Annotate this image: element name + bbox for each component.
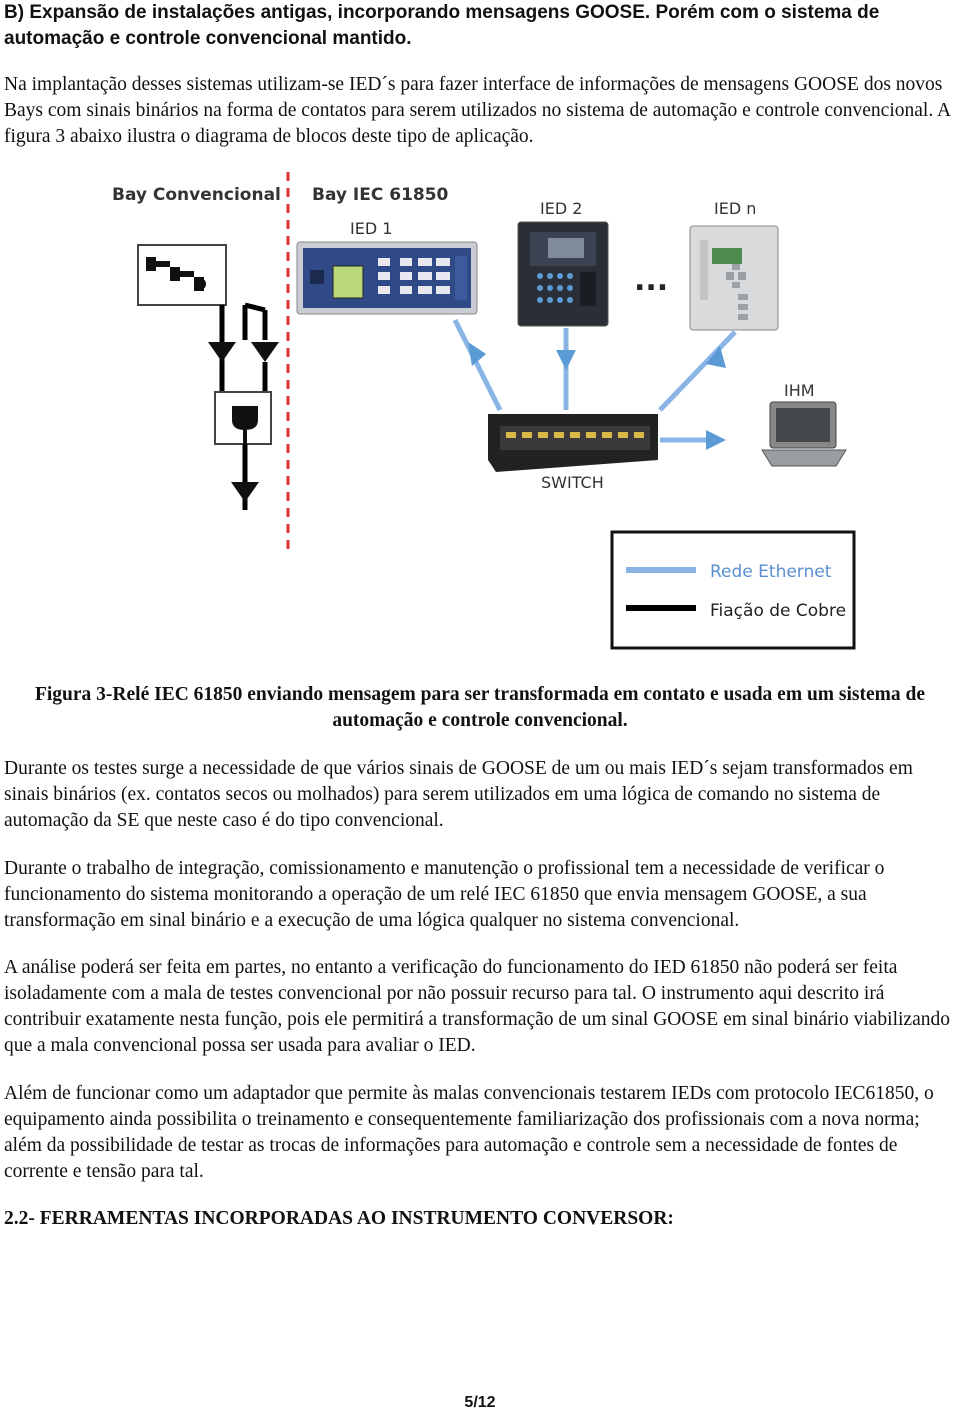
legend-copper-label: Fiação de Cobre xyxy=(710,601,847,621)
iedn-label: IED n xyxy=(714,199,757,218)
bay-iec-label: Bay IEC 61850 xyxy=(312,185,449,205)
section-title: 2.2- FERRAMENTAS INCORPORADAS AO INSTRUMENTO CONVERSOR: xyxy=(4,1208,674,1229)
more-ieds-ellipsis: ... xyxy=(634,263,669,298)
bay-conventional-label: Bay Convencional xyxy=(112,185,281,205)
switch-label: SWITCH xyxy=(541,473,604,492)
network-switch-image xyxy=(488,414,658,472)
conventional-switch-symbol xyxy=(138,245,226,305)
paragraph-2: Durante o trabalho de integração, comissionamento e manutenção o profissional tem a necessidade de verificar o funcionamento do sistema monitorando a operação de um relé IEC 61850 que envia mensagem GOOSE, a sua transformação em sinal binário e a execução de uma lógica qualquer no sistema convencional. xyxy=(4,858,885,931)
paragraph-1: Durante os testes surge a necessidade de que vários sinais de GOOSE de um ou mais IED´s sejam transformados em sinais binários (ex. contatos secos ou molhados) para serem utilizados em uma lógica de comando no sistema de automação da SE que neste caso é do tipo convencional. xyxy=(4,758,913,831)
copper-wiring xyxy=(208,305,279,510)
paragraph-4: Além de funcionar como um adaptador que permite às malas convencionais testarem IEDs com protocolo IEC61850, o equipamento ainda possibilita o treinamento e consequentemente familiarização dos profissionais com a nova norma; além da possibilidade de testar as trocas de informações para automação e controle sem a necessidade de fontes de corrente e tensão para tal. xyxy=(4,1083,934,1182)
figure-caption: Figura 3-Relé IEC 61850 enviando mensagem para ser transformada em contato e usada em um sistema de automação e controle convencional. xyxy=(34,684,926,731)
section-heading-b: B) Expansão de instalações antigas, incorporando mensagens GOOSE. Porém com o sistema de automação e controle convencional mantido. xyxy=(4,2,880,49)
ied1-label: IED 1 xyxy=(350,219,393,238)
page-number: 5/12 xyxy=(464,1394,496,1411)
ihm-laptop-image xyxy=(762,402,846,466)
legend-ethernet-label: Rede Ethernet xyxy=(710,562,832,582)
paragraph-3: A análise poderá ser feita em partes, no entanto a verificação do funcionamento do IED 61850 não poderá ser feita isoladamente com a mala de testes convencional por não possuir recurso para tal. O instrumento aqui descrito irá contribuir exatamente nesta função, pois ele permitirá a transformação de um sinal GOOSE em sinal binário viabilizando que a mala convencional possa ser usada para avaliar o IED. xyxy=(4,957,950,1056)
figure-legend xyxy=(612,532,854,648)
iedn-relay-image xyxy=(690,226,778,330)
ied2-label: IED 2 xyxy=(540,199,583,218)
ied2-relay-image xyxy=(518,222,608,326)
ihm-label: IHM xyxy=(784,381,815,400)
intro-paragraph: Na implantação desses sistemas utilizam-se IED´s para fazer interface de informações de mensagens GOOSE dos novos Bays com sinais binários na forma de contatos para serem utilizados no sistema de automação e controle convencional. A figura 3 abaixo ilustra o diagrama de blocos deste tipo de aplicação. xyxy=(4,74,951,147)
ied1-relay-image xyxy=(297,242,477,314)
figure-3-diagram xyxy=(0,160,960,660)
